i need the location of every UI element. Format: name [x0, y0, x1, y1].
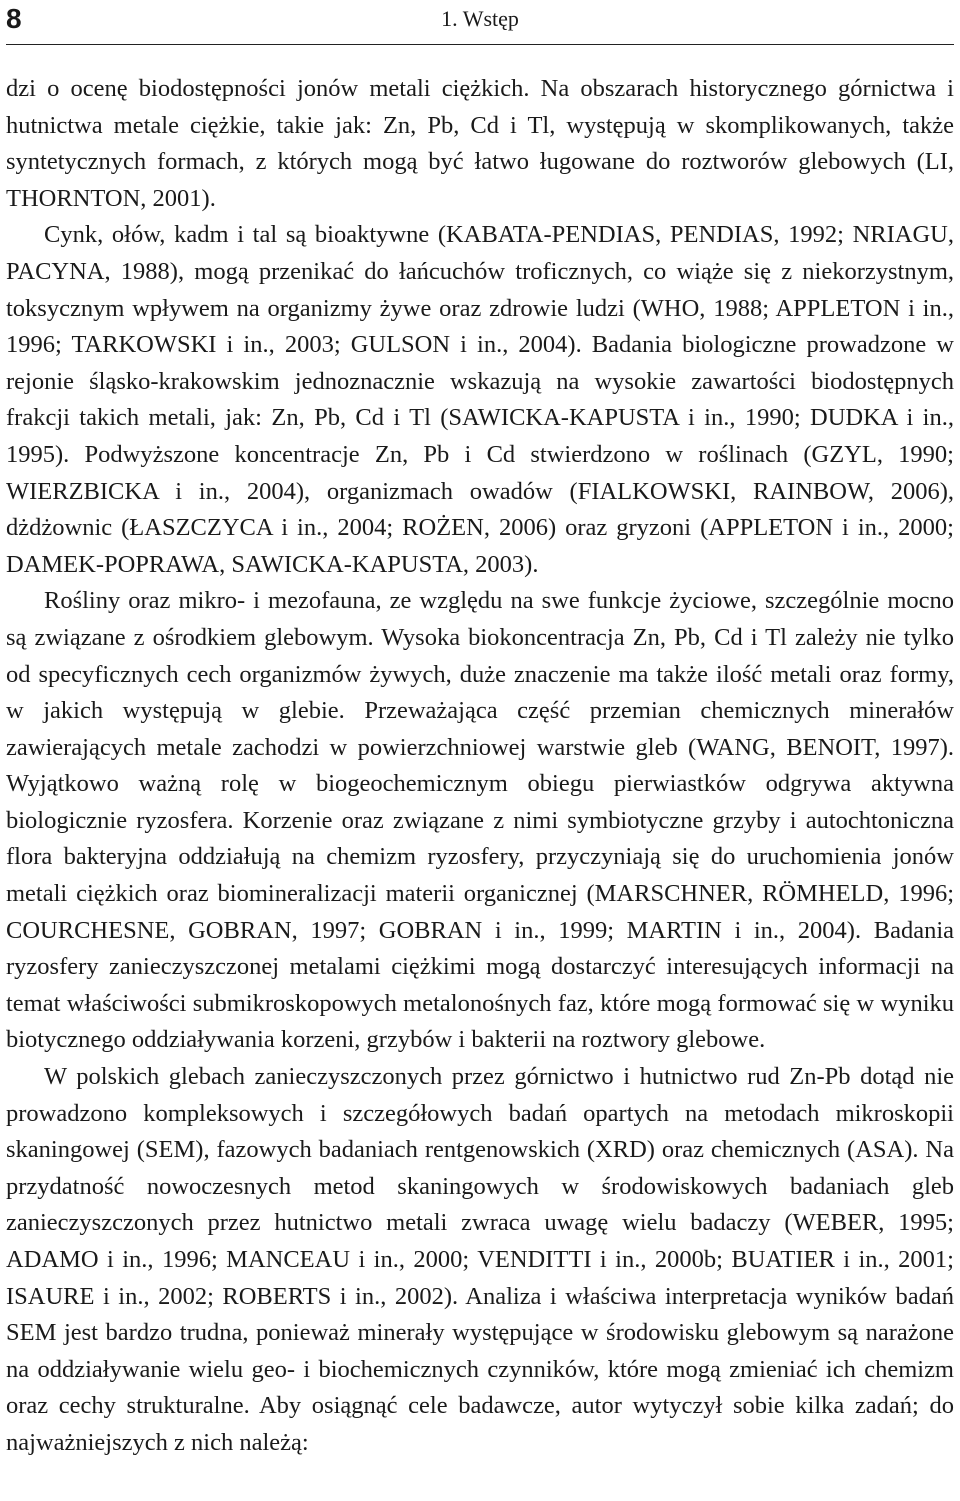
paragraph-3: Rośliny oraz mikro- i mezofauna, ze względu na swe funkcje życiowe, szczególnie mocno są związane z ośrodkiem glebowym. Wysoka biokoncentracja Zn, Pb, Cd i Tl zależy nie tylko od specyficznych cech organizmów żywych, duże znaczenie ma także ilość metali oraz formy, w jakich występują w glebie. Przeważająca część przemian chemicznych minerałów zawierających metale zachodzi w powierzchniowej warstwie gleb (WANG, BENOIT, 1997). Wyjątkowo ważną rolę w biogeochemicznym obiegu pierwiastków odgrywa aktywna biologicznie ryzosfera. Korzenie oraz związane z nimi symbiotyczne grzyby i autochtoniczna flora bakteryjna oddziałują na chemizm ryzosfery, przyczyniają się do uruchomienia jonów metali ciężkich oraz biomineralizacji materii organicznej (MARSCHNER, RÖMHELD, 1996; COURCHESNE, GOBRAN, 1997; GOBRAN i in., 1999; MARTIN i in., 2004). Badania ryzosfery zanieczyszczonej metalami ciężkimi mogą dostarczyć interesujących informacji na temat właściwości submikroskopowych metalonośnych faz, które mogą formować się w wyniku biotycznego oddziaływania korzeni, grzybów i bakterii na roztwory glebowe. [6, 587, 954, 1054]
chapter-title: 1. Wstęp [441, 6, 519, 31]
paragraph-4: W polskich glebach zanieczyszczonych przez górnictwo i hutnictwo rud Zn-Pb dotąd nie prowadzono kompleksowych i szczegółowych badań opartych na metodach mikroskopii skaningowej (SEM), fazowych badaniach rentgenowskich (XRD) oraz chemicznych (ASA). Na przydatność nowoczesnych metod skaningowych w środowiskowych badaniach gleb zanieczyszczonych przez hutnictwo metali zwraca uwagę wielu badaczy (WEBER, 1995; ADAMO i in., 1996; MANCEAU i in., 2000; VENDITTI i in., 2000b; BUATIER i in., 2001; ISAURE i in., 2002; ROBERTS i in., 2002). Analiza i właściwa interpretacja wyników badań SEM jest bardzo trudna, ponieważ minerały występujące w środowisku glebowym są narażone na oddziaływanie wielu geo- i biochemicznych czynników, które mogą zmieniać ich chemizm oraz cechy strukturalne. Aby osiągnąć cele badawcze, autor wytyczył sobie kilka zadań; do najważniejszych z nich należą: [6, 1063, 954, 1456]
page-number: 8 [6, 3, 22, 34]
body-text [6, 71, 954, 1462]
paragraph-2: Cynk, ołów, kadm i tal są bioaktywne (KABATA-PENDIAS, PENDIAS, 1992; NRIAGU, PACYNA, 1988), mogą przenikać do łańcuchów troficznych, co wiąże się z niekorzystnym, toksycznym wpływem na organizmy żywe oraz zdrowie ludzi (WHO, 1988; APPLETON i in., 1996; TARKOWSKI i in., 2003; GULSON i in., 2004). Badania biologiczne prowadzone w rejonie śląsko-krakowskim jednoznacznie wskazują na wysokie zawartości biodostępnych frakcji takich metali, jak: Zn, Pb, Cd i Tl (SAWICKA-KAPUSTA i in., 1990; DUDKA i in., 1995). Podwyższone koncentracje Zn, Pb i Cd stwierdzono w roślinach (GZYL, 1990; WIERZBICKA i in., 2004), organizmach owadów (FIALKOWSKI, RAINBOW, 2006), dżdżownic (ŁASZCZYCA i in., 2004; ROŻEN, 2006) oraz gryzoni (APPLETON i in., 2000; DAMEK-POPRAWA, SAWICKA-KAPUSTA, 2003). [6, 221, 954, 578]
running-head [6, 0, 954, 45]
paragraph-1: dzi o ocenę biodostępności jonów metali ciężkich. Na obszarach historycznego górnictwa i hutnictwa metale ciężkie, takie jak: Zn, Pb, Cd i Tl, występują w skomplikowanych, także syntetycznych formach, z których mogą być łatwo ługowane do roztworów glebowych (LI, THORNTON, 2001). [6, 75, 954, 212]
